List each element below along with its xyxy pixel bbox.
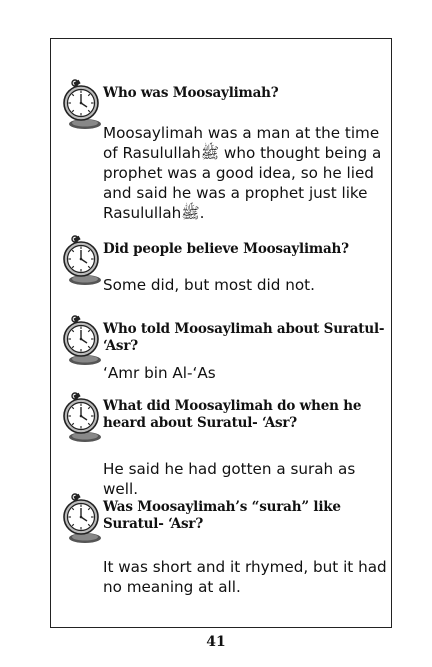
answer-text: It was short and it rhymed, but it had no meaning at all. <box>103 558 387 596</box>
answer-text: He said he had gotten a surah as well. <box>103 460 356 498</box>
stopwatch-icon <box>59 392 103 444</box>
stopwatch-icon <box>59 79 103 131</box>
stopwatch-icon <box>59 493 103 545</box>
stopwatch-icon <box>59 315 103 367</box>
answer-text: Some did, but most did not. <box>103 276 315 294</box>
question-text: Did people believe Moosaylimah? <box>103 241 349 257</box>
page-number: 41 <box>206 634 226 650</box>
question-text: What did Moosaylimah do when he heard about Suratul- ‘Asr? <box>103 398 362 431</box>
page-frame <box>50 38 392 628</box>
answer-text: Moosaylimah was a man at the time of Rasulullahﷺ who thought being a prophet was a good idea, so he lied and said he was a prophet just like Rasulullahﷺ. <box>103 124 382 222</box>
answer-text: ‘Amr bin Al-‘As <box>103 364 216 382</box>
question-text: Who told Moosaylimah about Suratul- ‘Asr? <box>103 321 385 354</box>
question-text: Was Moosaylimah’s “surah” like Suratul- ‘Asr? <box>103 499 341 532</box>
stopwatch-icon <box>59 235 103 287</box>
question-text: Who was Moosaylimah? <box>103 85 279 101</box>
